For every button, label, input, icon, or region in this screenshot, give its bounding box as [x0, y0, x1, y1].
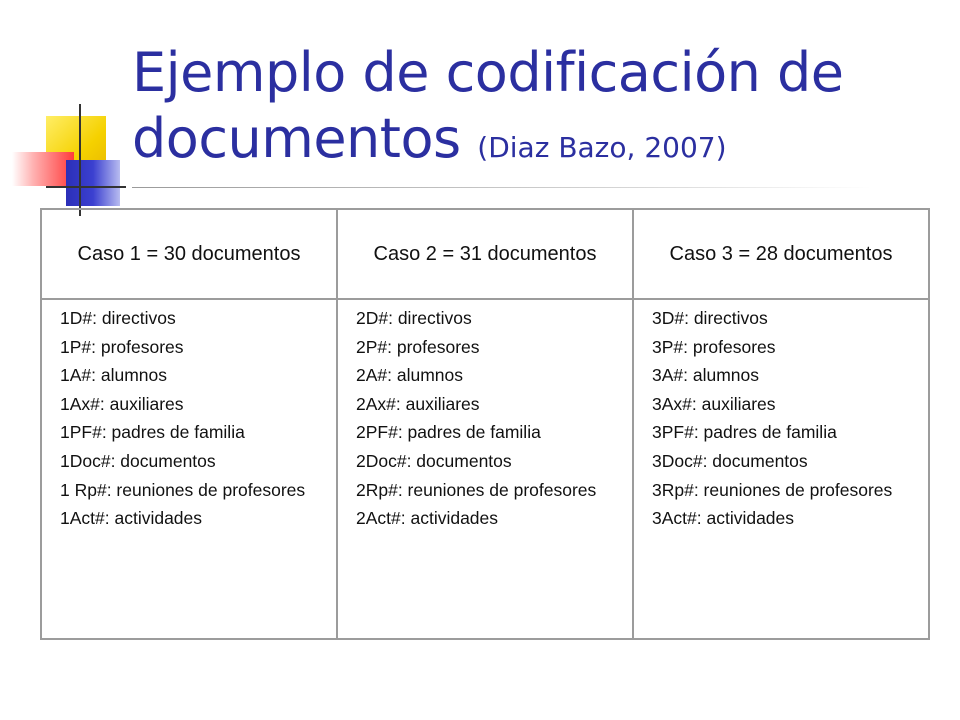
code-entry: 3PF#: padres de familia	[652, 422, 837, 443]
code-entry: 2PF#: padres de familia	[356, 422, 541, 443]
deco-red-bar	[12, 152, 74, 186]
codes-cell-caso-2	[337, 299, 633, 639]
code-entry: 3Rp#: reuniones de profesores	[652, 479, 893, 500]
header-row	[41, 209, 929, 299]
code-entry: 1Doc#: documentos	[60, 450, 216, 471]
title-divider	[132, 187, 872, 188]
code-entry: 2Ax#: auxiliares	[356, 393, 480, 414]
title-heading	[132, 40, 932, 181]
code-entry: 2P#: profesores	[356, 336, 480, 357]
code-entry: 1P#: profesores	[60, 336, 184, 357]
slide-decoration	[0, 0, 140, 230]
codes-row	[41, 299, 929, 639]
codes-cell-caso-3	[633, 299, 929, 639]
code-entry: 2D#: directivos	[356, 308, 472, 328]
code-entry: 2Rp#: reuniones de profesores	[356, 479, 597, 500]
title-citation: (Diaz Bazo, 2007)	[477, 131, 727, 164]
code-entry: 1Ax#: auxiliares	[60, 393, 184, 414]
header-caso-2: Caso 2 = 31 documentos	[337, 209, 633, 299]
code-entry: 3Ax#: auxiliares	[652, 393, 776, 414]
code-entry: 3Act#: actividades	[652, 508, 795, 529]
code-entry: 1 Rp#: reuniones de profesores	[60, 479, 306, 500]
deco-blue-square	[66, 160, 120, 206]
code-entry: 1PF#: padres de familia	[60, 422, 245, 443]
slide-title	[132, 40, 932, 181]
code-entry: 2Doc#: documentos	[356, 450, 512, 471]
header-caso-1: Caso 1 = 30 documentos	[41, 209, 337, 299]
deco-horizontal-line	[46, 186, 126, 188]
code-entry: 1D#: directivos	[60, 308, 176, 328]
code-entry: 3P#: profesores	[652, 336, 776, 357]
codes-cell-caso-1	[41, 299, 337, 639]
code-entry: 3A#: alumnos	[652, 365, 760, 386]
coding-table	[40, 208, 930, 640]
code-entry: 2A#: alumnos	[356, 365, 464, 386]
code-entry: 1A#: alumnos	[60, 365, 168, 386]
code-entry: 2Act#: actividades	[356, 508, 499, 529]
header-caso-3: Caso 3 = 28 documentos	[633, 209, 929, 299]
code-entry: 3D#: directivos	[652, 308, 768, 328]
code-entry: 1Act#: actividades	[60, 508, 203, 529]
code-entry: 3Doc#: documentos	[652, 450, 808, 471]
title-main: Ejemplo de codificación de documentos	[132, 41, 844, 170]
deco-vertical-line	[79, 104, 81, 216]
